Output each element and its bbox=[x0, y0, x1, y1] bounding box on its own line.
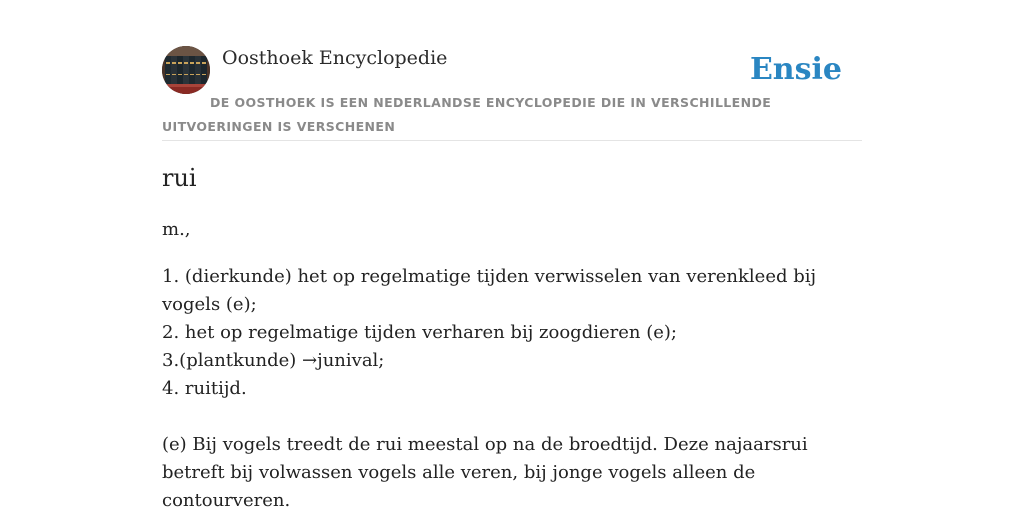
site-name[interactable]: Oosthoek Encyclopedie bbox=[222, 47, 448, 69]
ensie-logo-link[interactable]: Ensie bbox=[749, 52, 842, 87]
encyclopedia-books-avatar[interactable] bbox=[162, 46, 210, 94]
part-of-speech: m., bbox=[162, 219, 191, 240]
definition-item: 2. het op regelmatige tijden verharen bij zoogdieren (e); bbox=[162, 322, 677, 343]
definition-item: 1. (dierkunde) het op regelmatige tijden verwisselen van verenkleed bij vogels (e); bbox=[162, 266, 817, 315]
definition-item-link[interactable]: 4. ruitijd. bbox=[162, 378, 247, 399]
definition-item-link[interactable]: 3.(plantkunde) →junival; bbox=[162, 350, 385, 371]
entry-note: (e) Bij vogels treedt de rui meestal op na de broedtijd. Deze najaarsrui betreft bij volwassen vogels alle veren, bij jonge vogels alleen de contourveren. bbox=[162, 434, 808, 511]
entry-title: rui bbox=[162, 164, 197, 192]
site-tagline: DE OOSTHOEK IS EEN NEDERLANDSE ENCYCLOPEDIE DIE IN VERSCHILLENDE UITVOERINGEN IS VERSCHENEN bbox=[162, 95, 772, 134]
books-icon bbox=[162, 46, 210, 94]
site-header bbox=[162, 46, 862, 141]
definition-list bbox=[162, 263, 862, 403]
